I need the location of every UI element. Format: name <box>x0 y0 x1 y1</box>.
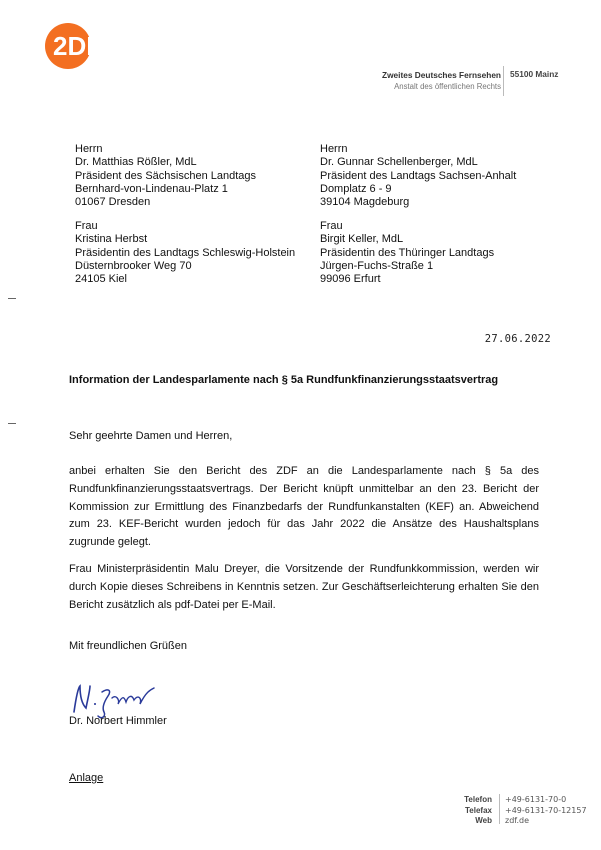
signature-scribble <box>68 678 178 720</box>
recipient-name: Kristina Herbst <box>75 233 148 246</box>
recipient-address <box>320 143 516 209</box>
recipient-salutation: Herrn <box>75 143 103 155</box>
signer-name: Dr. Norbert Himmler <box>69 715 167 727</box>
recipient-street: Jürgen-Fuchs-Straße 1 <box>320 259 434 272</box>
attachment-label: Anlage <box>69 772 104 784</box>
recipient-title: Präsidentin des Landtags Schleswig-Holstein <box>75 246 296 259</box>
recipient-title: Präsidentin des Thüringer Landtags <box>320 246 495 259</box>
fold-mark <box>8 423 16 424</box>
recipient-street: Düsternbrooker Weg 70 <box>75 259 192 272</box>
recipient-city: 01067 Dresden <box>75 196 151 209</box>
phone-value: +49-6131-70-0 <box>505 795 567 804</box>
org-sub: Anstalt des öffentlichen Rechts <box>394 82 501 91</box>
closing: Mit freundlichen Grüßen <box>69 640 187 652</box>
letter-date: 27.06.2022 <box>484 333 551 345</box>
recipient-title: Präsident des Sächsischen Landtags <box>75 169 257 182</box>
body-paragraph: Frau Ministerpräsidentin Malu Dreyer, die Vorsitzende der Rundfunkkommission, werden wir durch Kopie dieses Schreibens in Kenntnis setzen. Zur Geschäftserleichterung erhalten Sie den Bericht zusätzlich als pdf-Datei per E-Mail. <box>69 563 539 611</box>
fax-label: Telefax <box>465 805 492 815</box>
recipient-address <box>320 220 494 286</box>
contact-values <box>505 795 587 827</box>
recipient-name: Birgit Keller, MdL <box>320 233 404 246</box>
recipient-address <box>75 220 295 286</box>
org-name: Zweites Deutsches Fernsehen <box>382 70 501 80</box>
org-block <box>382 69 501 93</box>
contact-labels <box>440 795 492 827</box>
footer-divider <box>499 794 500 824</box>
recipient-name: Dr. Gunnar Schellenberger, MdL <box>320 156 478 169</box>
recipient-salutation: Frau <box>75 220 98 232</box>
fold-mark <box>8 298 16 299</box>
recipient-city: 24105 Kiel <box>75 273 127 286</box>
zdf-logo <box>44 22 134 70</box>
phone-label: Telefon <box>464 795 492 804</box>
recipient-salutation: Frau <box>320 220 343 232</box>
recipient-name: Dr. Matthias Rößler, MdL <box>75 156 197 169</box>
fax-value: +49-6131-70-12157 <box>505 805 587 815</box>
letter-subject: Information der Landesparlamente nach § 5a Rundfunkfinanzierungsstaatsvertrag <box>69 374 499 386</box>
recipient-street: Bernhard-von-Lindenau-Platz 1 <box>75 182 228 195</box>
greeting: Sehr geehrte Damen und Herren, <box>69 430 233 442</box>
body-paragraph: anbei erhalten Sie den Bericht des ZDF an die Landesparlamente nach § 5a des Rundfunkfinanzierungsstaatsvertrags. Der Bericht knüpft unmittelbar an den 23. Bericht der Kommission zur Ermittlung des Finanzbedarfs der Rundfunkanstalten (KEF) an. Abweichend zum 23. KEF-Bericht wurden jedoch für das Jahr 2022 die Ansätze des Haushaltsplans zugrunde gelegt. <box>69 465 539 549</box>
recipient-title: Präsident des Landtags Sachsen-Anhalt <box>320 169 517 182</box>
web-value: zdf.de <box>505 816 530 825</box>
header-divider <box>503 66 504 96</box>
org-city: 55100 Mainz <box>510 69 559 79</box>
recipient-city: 99096 Erfurt <box>320 273 381 286</box>
web-label: Web <box>475 816 492 825</box>
recipient-street: Domplatz 6 - 9 <box>320 182 392 195</box>
recipient-salutation: Herrn <box>320 143 348 155</box>
logo-text: 2DF <box>53 31 103 61</box>
recipient-address <box>75 143 256 209</box>
recipient-city: 39104 Magdeburg <box>320 196 410 209</box>
